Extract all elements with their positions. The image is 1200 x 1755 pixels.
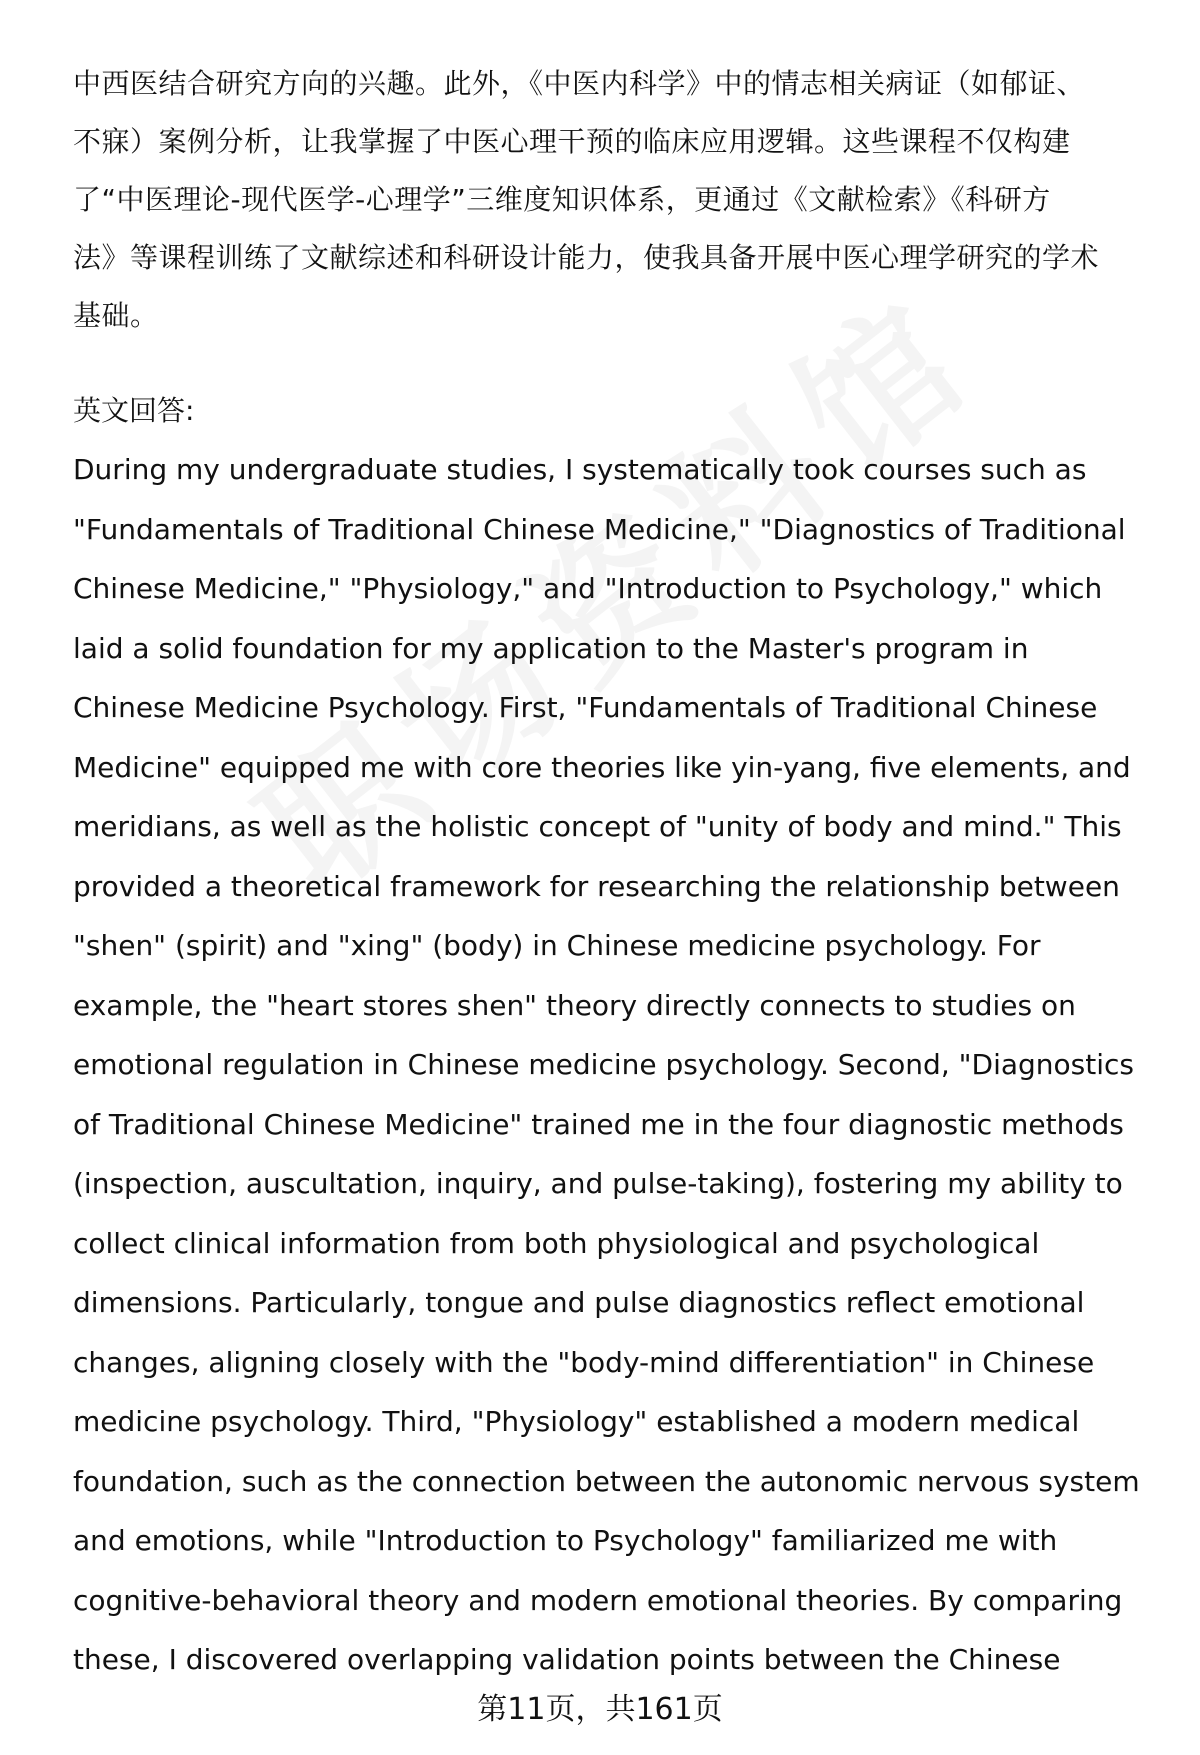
text-line: 了“中医理论-现代医学-心理学”三维度知识体系，更通过《文献检索》《科研方 [73,183,1051,216]
text-line: 基础。 [73,299,159,332]
text-line: 中西医结合研究方向的兴趣。此外，《中医内科学》中的情志相关病证（如郁证、 [73,67,1086,100]
text-line: of Traditional Chinese Medicine" trained me in the four diagnostic methods [73,1107,1124,1141]
text-line: dimensions. Particularly, tongue and pulse diagnostics reflect emotional [73,1286,1085,1319]
chinese-paragraph [73,55,1153,345]
text-line: During my undergraduate studies, I systematically took courses such as [73,453,1087,486]
text-line: Chinese Medicine," "Physiology," and "Introduction to Psychology," which [73,572,1103,605]
english-paragraph [73,440,1163,1690]
text-line: meridians, as well as the holistic concept of "unity of body and mind." This [73,810,1122,843]
text-line: example, the "heart stores shen" theory directly connects to studies on [73,988,1076,1022]
text-line: Chinese Medicine Psychology. First, "Fundamentals of Traditional Chinese [73,691,1098,724]
text-line: these, I discovered overlapping validation points between the Chinese [73,1643,1061,1676]
page-number: 第11页，共161页 [477,1692,723,1727]
text-line: "Fundamentals of Traditional Chinese Medicine," "Diagnostics of Traditional [73,512,1126,546]
text-line: and emotions, while "Introduction to Psychology" familiarized me with [73,1524,1058,1557]
text-line: foundation, such as the connection between the autonomic nervous system [73,1464,1140,1498]
english-answer-heading: 英文回答: [73,394,195,427]
text-line: (inspection, auscultation, inquiry, and pulse-taking), fostering my ability to [73,1167,1123,1200]
text-line: cognitive-behavioral theory and modern emotional theories. By comparing [73,1583,1123,1617]
text-line: provided a theoretical framework for researching the relationship between [73,869,1120,903]
text-line: 不寐）案例分析，让我掌握了中医心理干预的临床应用逻辑。这些课程不仅构建 [73,125,1071,158]
text-line: medicine psychology. Third, "Physiology" established a modern medical [73,1405,1080,1438]
text-line: collect clinical information from both physiological and psychological [73,1226,1040,1260]
text-line: Medicine" equipped me with core theories like yin-yang, five elements, and [73,750,1131,784]
text-line: laid a solid foundation for my application to the Master's program in [73,631,1029,665]
text-line: 法》等课程训练了文献综述和科研设计能力，使我具备开展中医心理学研究的学术 [73,241,1100,274]
text-line: "shen" (spirit) and "xing" (body) in Chinese medicine psychology. For [73,929,1041,962]
text-line: emotional regulation in Chinese medicine psychology. Second, "Diagnostics [73,1048,1134,1081]
text-line: changes, aligning closely with the "body-mind differentiation" in Chinese [73,1345,1095,1379]
